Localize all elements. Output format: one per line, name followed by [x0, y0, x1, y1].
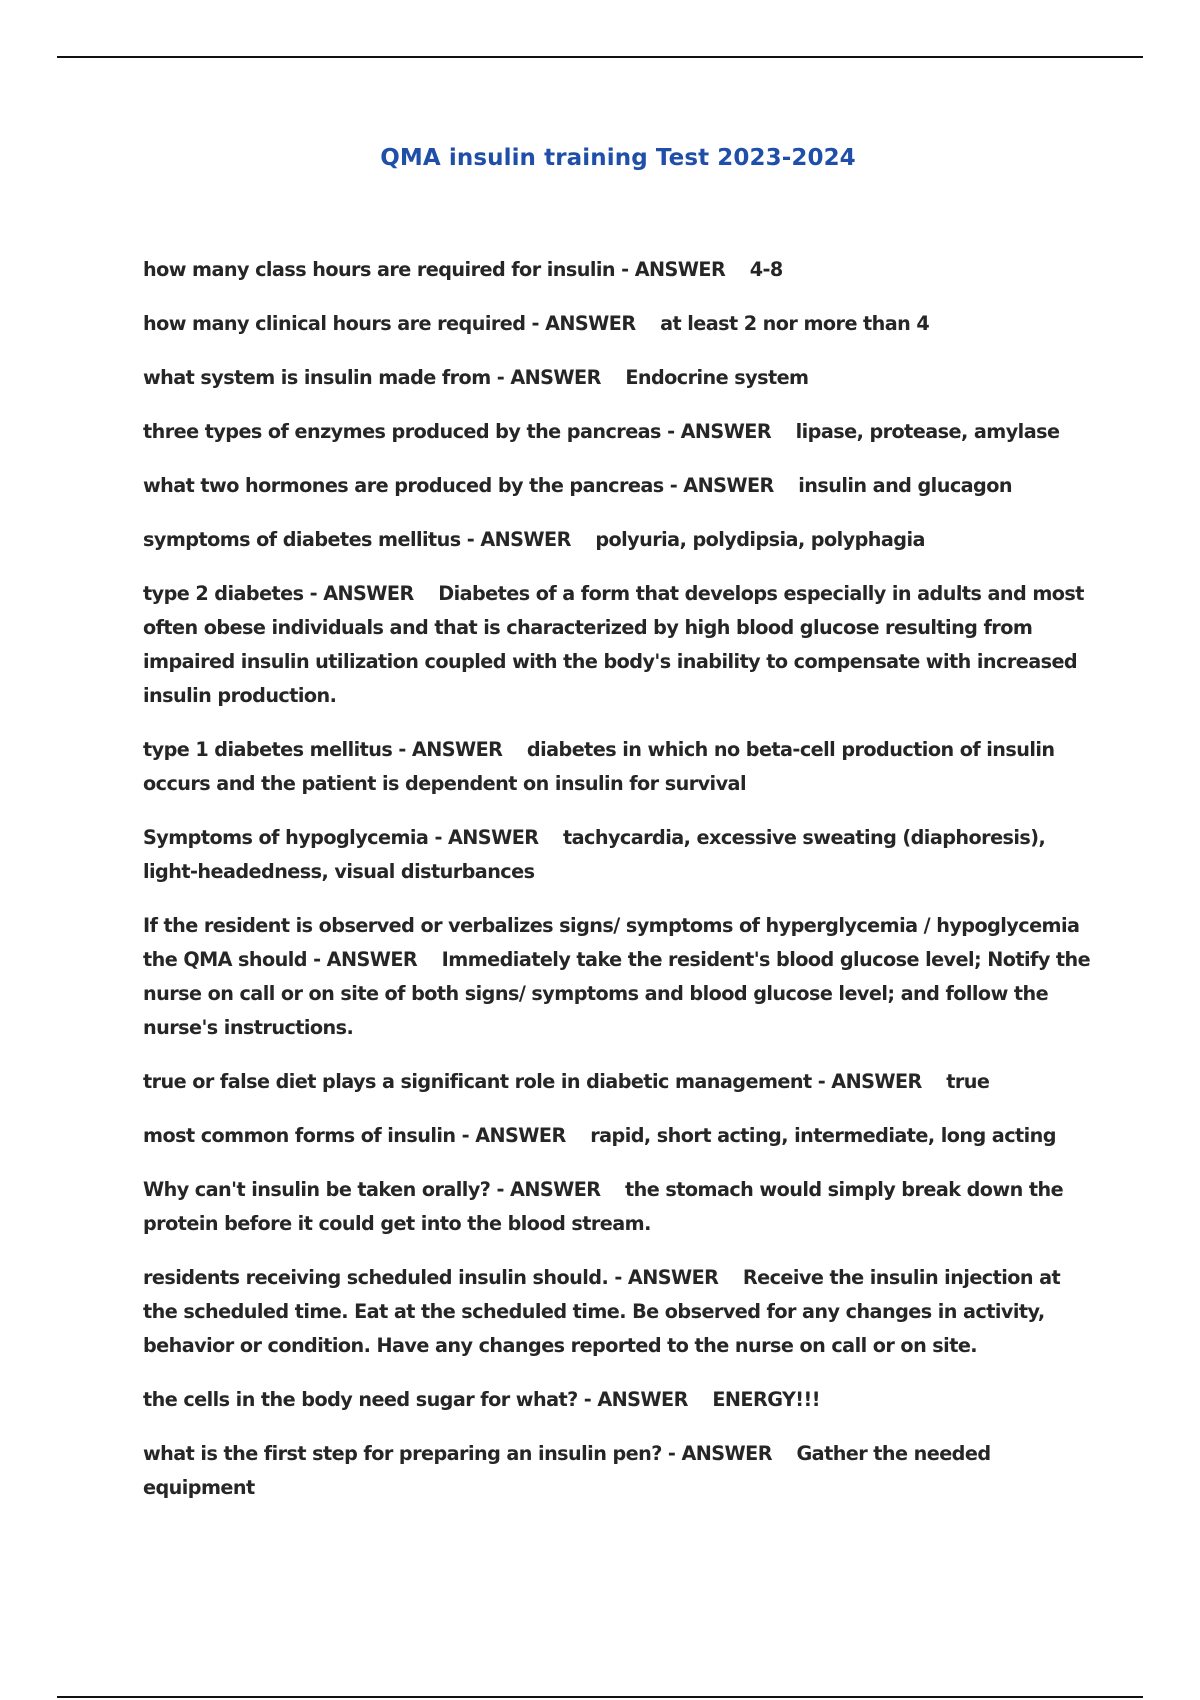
bottom-rule: [57, 1696, 1143, 1698]
question-text: type 1 diabetes mellitus: [143, 738, 393, 761]
top-rule: [57, 56, 1143, 58]
qa-item: [143, 733, 1093, 801]
qa-item: [143, 469, 1093, 503]
answer-text: tachycardia, excessive sweating (diaphoresis), light-headedness, visual disturbances: [143, 826, 1046, 883]
answer-text: diabetes in which no beta-cell production of insulin occurs and the patient is dependent on insulin for survival: [143, 738, 1055, 795]
qa-item: [143, 1173, 1093, 1241]
question-text: three types of enzymes produced by the pancreas: [143, 420, 661, 443]
answer-text: at least 2 nor more than 4: [660, 312, 930, 335]
answer-text: Receive the insulin injection at the scheduled time. Eat at the scheduled time. Be observed for any changes in activity, behavior or condition. Have any changes reported to the nurse on call or on site.: [143, 1266, 1061, 1357]
qa-item: [143, 1261, 1093, 1363]
qa-item: [143, 361, 1093, 395]
answer-separator: - ANSWER: [525, 312, 661, 335]
answer-separator: - ANSWER: [455, 1124, 591, 1147]
question-text: residents receiving scheduled insulin should.: [143, 1266, 609, 1289]
question-text: Symptoms of hypoglycemia: [143, 826, 429, 849]
question-text: how many clinical hours are required: [143, 312, 526, 335]
qa-item: [143, 253, 1093, 287]
answer-separator: - ANSWER: [661, 1442, 797, 1465]
qa-item: [143, 821, 1093, 889]
answer-text: true: [946, 1070, 990, 1093]
qa-item: [143, 523, 1093, 557]
answer-text: polyuria, polydipsia, polyphagia: [595, 528, 925, 551]
answer-separator: - ANSWER: [392, 738, 527, 761]
qa-item: [143, 1383, 1093, 1417]
question-text: the cells in the body need sugar for what?: [143, 1388, 578, 1411]
answer-separator: - ANSWER: [428, 826, 563, 849]
answer-text: the stomach would simply break down the protein before it could get into the blood stream.: [143, 1178, 1064, 1235]
question-text: what system is insulin made from: [143, 366, 491, 389]
qa-item: [143, 1119, 1093, 1153]
page-title: QMA insulin training Test 2023-2024: [380, 145, 856, 171]
answer-separator: - ANSWER: [577, 1388, 713, 1411]
answer-text: insulin and glucagon: [798, 474, 1012, 497]
question-text: what is the first step for preparing an insulin pen?: [143, 1442, 662, 1465]
qa-item: [143, 1437, 1093, 1505]
qa-item: [143, 307, 1093, 341]
answer-separator: - ANSWER: [811, 1070, 947, 1093]
answer-separator: - ANSWER: [608, 1266, 743, 1289]
answer-text: rapid, short acting, intermediate, long acting: [590, 1124, 1056, 1147]
question-text: true or false diet plays a significant role in diabetic management: [143, 1070, 812, 1093]
answer-separator: - ANSWER: [615, 258, 750, 281]
answer-separator: - ANSWER: [490, 366, 626, 389]
answer-text: Diabetes of a form that develops especially in adults and most often obese individuals and that is characterized by high blood glucose resulting from impaired insulin utilization coupled with the body's inability to compensate with increased insulin production.: [143, 582, 1084, 707]
answer-text: Gather the needed equipment: [143, 1442, 991, 1499]
question-text: Why can't insulin be taken orally?: [143, 1178, 491, 1201]
question-text: type 2 diabetes: [143, 582, 304, 605]
qa-item: [143, 1065, 1093, 1099]
qa-item: [143, 577, 1093, 713]
answer-separator: - ANSWER: [490, 1178, 626, 1201]
answer-separator: - ANSWER: [303, 582, 439, 605]
question-text: If the resident is observed or verbalizes signs/ symptoms of hyperglycemia / hypoglycemia the QMA should: [143, 914, 1080, 971]
answer-separator: - ANSWER: [307, 948, 442, 971]
question-text: how many class hours are required for insulin: [143, 258, 616, 281]
answer-separator: - ANSWER: [460, 528, 596, 551]
qa-item: [143, 909, 1093, 1045]
answer-separator: - ANSWER: [663, 474, 799, 497]
answer-text: Endocrine system: [625, 366, 809, 389]
qa-list: [143, 253, 1093, 1525]
question-text: what two hormones are produced by the pancreas: [143, 474, 664, 497]
answer-text: Immediately take the resident's blood glucose level; Notify the nurse on call or on site of both signs/ symptoms and blood glucose level; and follow the nurse's instructions.: [143, 948, 1091, 1039]
answer-text: lipase, protease, amylase: [795, 420, 1060, 443]
question-text: symptoms of diabetes mellitus: [143, 528, 461, 551]
qa-item: [143, 415, 1093, 449]
answer-text: ENERGY!!!: [712, 1388, 820, 1411]
question-text: most common forms of insulin: [143, 1124, 456, 1147]
answer-separator: - ANSWER: [660, 420, 796, 443]
answer-text: 4-8: [749, 258, 783, 281]
